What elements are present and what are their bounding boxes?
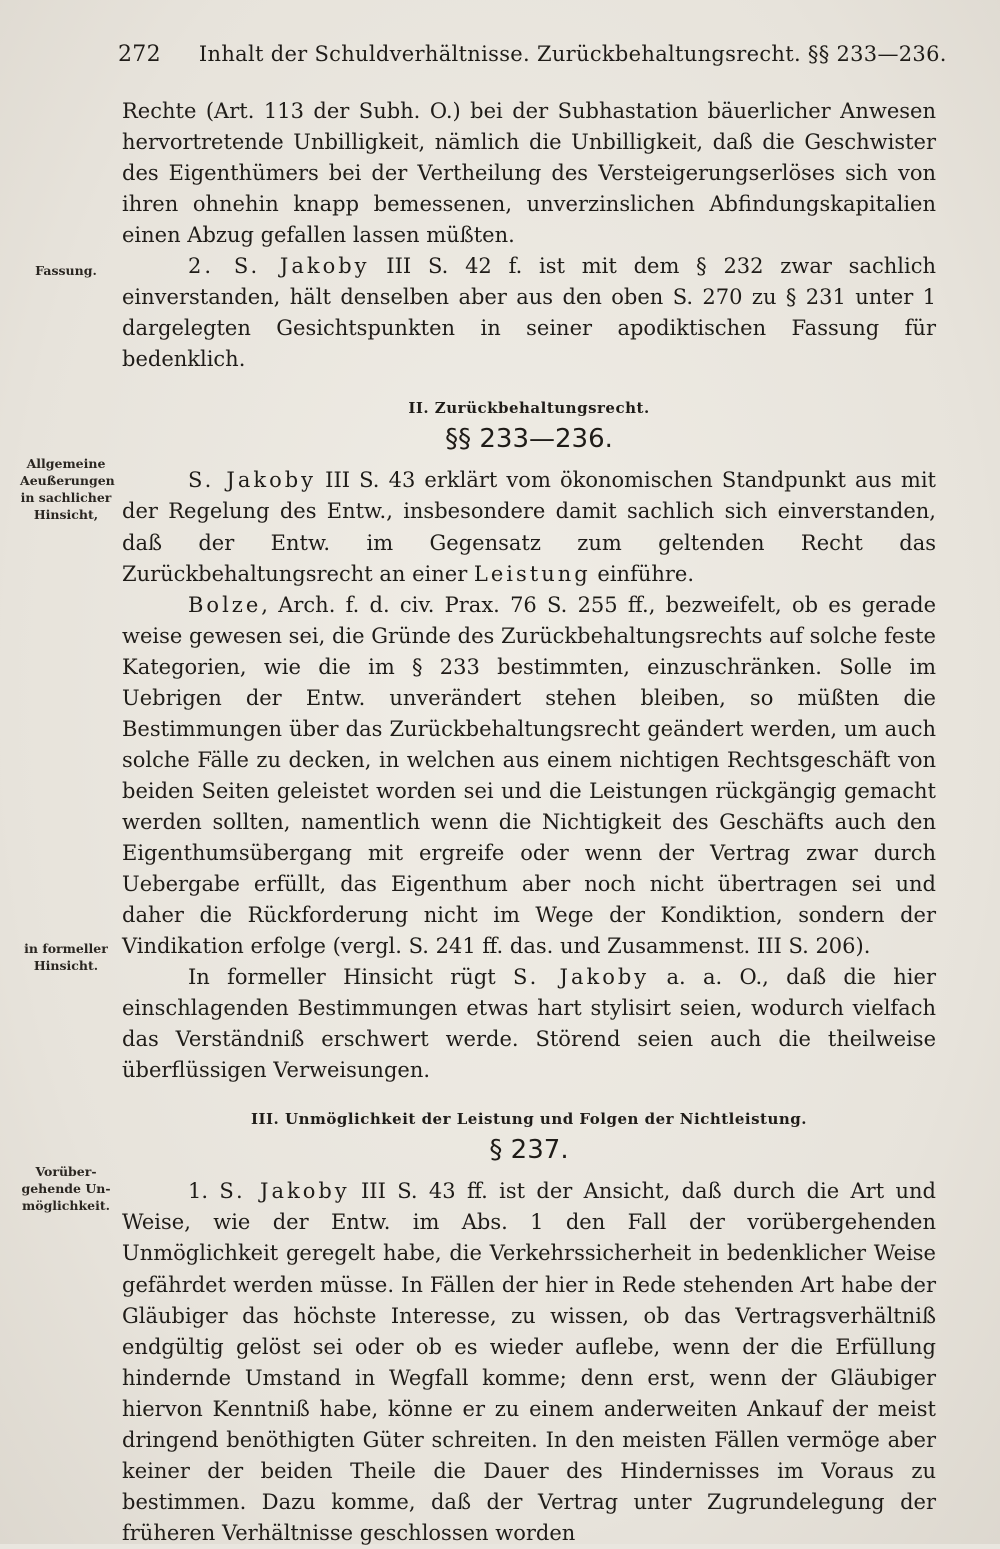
spacer <box>122 1166 936 1176</box>
paragraph-bolze <box>122 590 936 963</box>
author-name: S. Jakoby <box>512 965 650 990</box>
paragraph-text: a. a. O., daß die hier einschlagenden Bestimmungen etwas hart stylisirt seien, wodurch vielfach das Verständniß erschwert werde. Störend seien auch die theilweise überflüssigen Verweisungen. <box>122 965 936 1083</box>
spacer <box>122 1086 936 1104</box>
heading-unmoeglichkeit: III. Unmöglichkeit der Leistung und Folgen der Nichtleistung. <box>251 1110 807 1129</box>
margin-note-fassung: Fassung. <box>35 263 97 278</box>
section-number-237: § 237. <box>489 1135 569 1166</box>
author-name: S. Jakoby <box>188 468 317 493</box>
spacer <box>122 375 936 393</box>
paragraph-continued: Rechte (Art. 113 der Subh. O.) bei der Subhastation bäuerlicher Anwesen hervortretende Unbilligkeit, nämlich die Unbilligkeit, daß die Geschwister des Eigenthümers bei der Vertheilung des Versteigerungserlöses sich von ihren ohnehin knapp bemessenen, unverzinslichen Abfindungskapitalien einen Abzug gefallen lassen müßten. <box>122 99 936 248</box>
paragraph-jakoby-237 <box>122 1176 936 1549</box>
paragraph-jakoby-232 <box>122 251 936 375</box>
author-name: S. Jakoby <box>219 1179 350 1204</box>
page-header <box>118 42 947 67</box>
paragraph-text: III S. 42 f. ist mit dem § 232 zwar sachlich einverstanden, hält denselben aber aus den oben S. 270 zu § 231 unter 1 dargelegten Gesichtspunkten in seiner apodiktischen Fassung für bedenklich. <box>122 254 936 372</box>
paragraph-text: einführe. <box>590 561 695 586</box>
page-number: 272 <box>118 42 161 67</box>
section-number-233-236: §§ 233—236. <box>445 424 613 455</box>
paragraph-text: III S. 43 erklärt vom ökonomischen Standpunkt aus mit der Regelung des Entw., insbesondere damit sachlich sich einverstanden, daß der Entw. im Gegensatz zum geltenden Recht das Zurückbehaltungsrecht an einer <box>122 468 936 586</box>
author-name: 2. S. Jakoby <box>188 254 370 279</box>
margin-note-allgemeine: Allgemeine Aeußerungen in sachlicher Hinsicht, <box>20 456 115 522</box>
paragraph-text: , Arch. f. d. civ. Prax. 76 S. 255 ff., bezweifelt, ob es gerade weise gewesen sei, die Gründe des Zurückbehaltungsrechts auf solche feste Kategorien, wie die im § 233 bestimmten, einzuschränken. Solle im Uebrigen der Entw. unverändert stehen bleiben, so müßten die Bestimmungen über das Zurückbehaltungsrecht geändert werden, um auch solche Fälle zu decken, in welchen aus einem nichtigen Rechtsgeschäft von beiden Seiten geleistet worden sei und die Leistungen rückgängig gemacht werden sollten, namentlich wenn die Nichtigkeit des Geschäfts auch den Eigenthumsübergang mit ergreife oder wenn der Vertrag zwar durch Uebergabe erfüllt, das Eigenthum aber noch nicht übertragen sei und daher die Rückforderung nicht im Wege der Kondiktion, sondern der Vindikation erfolge (vergl. S. 241 ff. das. und Zusammenst. III S. 206). <box>122 592 936 959</box>
paragraph-text: In formeller Hinsicht rügt <box>188 965 513 990</box>
paragraph-jakoby-43 <box>122 465 936 589</box>
margin-note-voruebergehende: Vorüber-gehende Un-möglichkeit. <box>21 1164 111 1213</box>
emphasis-leistung: Leistung <box>473 561 591 586</box>
paragraph-text: III S. 43 ff. ist der Ansicht, daß durch die Art und Weise, wie der Entw. im Abs. 1 den Fall der vorübergehenden Unmöglichkeit geregelt habe, die Verkehrssicherheit in bedenklicher Weise gefährdet werden müsse. In Fällen der hier in Rede stehenden Art habe der Gläubiger das höchste Interesse, zu wissen, ob das Vertragsverhältniß endgültig gelöst sei oder ob es wieder auflebe, wenn der die Erfüllung hindernde Umstand in Wegfall komme; denn erst, wenn der Gläubiger hiervon Kenntniß habe, könne er zu einem anderweiten Ankauf der meist dringend benöthigten Güter schreiten. In den meisten Fällen vermöge aber keiner der beiden Theile die Dauer des Hindernisses im Voraus zu bestimmen. Dazu komme, daß der Vertrag unter Zugrundelegung der früheren Verhältnisse geschlossen worden <box>122 1179 936 1545</box>
main-text <box>122 96 936 1549</box>
paragraph-text: 1. <box>188 1179 220 1204</box>
author-name: Bolze <box>188 592 262 617</box>
paragraph-formeller-hinsicht <box>122 962 936 1086</box>
margin-note-formeller: in formeller Hinsicht. <box>24 941 108 973</box>
spacer <box>122 455 936 465</box>
running-title: Inhalt der Schuldverhältnisse. Zurückbehaltungsrecht. §§ 233—236. <box>198 42 947 66</box>
heading-zurueckbehaltungsrecht: II. Zurückbehaltungsrecht. <box>408 399 650 418</box>
